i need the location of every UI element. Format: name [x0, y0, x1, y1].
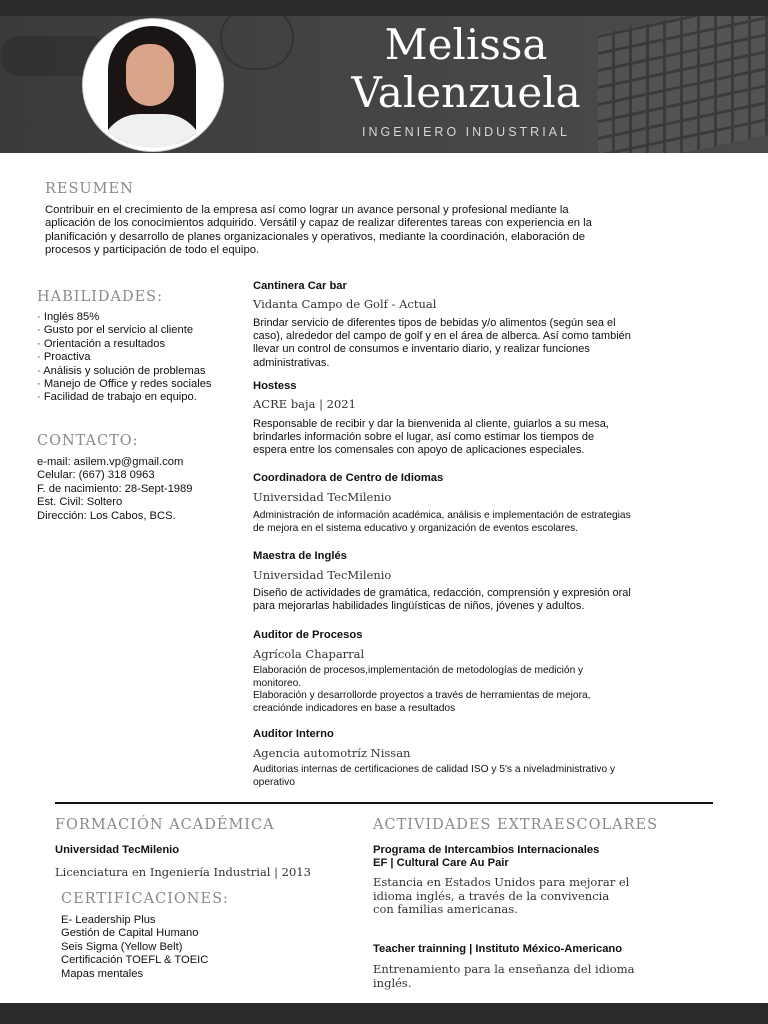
job-title: Auditor Interno: [253, 728, 334, 740]
activities-title: ACTIVIDADES EXTRAESCOLARES: [373, 817, 659, 833]
list-item: · Inglés 85%: [37, 311, 100, 323]
job-role: INGENIERO INDUSTRIAL: [362, 125, 570, 139]
top-bar: [0, 0, 768, 16]
job-description: Administración de información académica, análisis e implementación de estrategias de mejora en el sistema educativo y organización de eventos escolares.: [253, 510, 631, 534]
education-title: FORMACIÓN ACADÉMICA: [55, 817, 275, 833]
activity-heading: Programa de Intercambios Internacionales EF | Cultural Care Au Pair: [373, 844, 600, 869]
list-item: · Análisis y solución de problemas: [37, 364, 206, 377]
activity-description: Estancia en Estados Unidos para mejorar el idioma inglés, a través de la convivencia con familias americanas.: [373, 875, 630, 916]
education-school: Universidad TecMilenio: [55, 844, 180, 856]
first-name: Melissa: [384, 20, 548, 69]
skills-list: [37, 311, 242, 405]
job-place: Agrícola Chaparral: [253, 647, 365, 661]
email-text: e-mail: asilem.vp@gmail.com: [37, 456, 184, 468]
list-item: · Proactiva: [37, 351, 91, 364]
job-description: Elaboración de procesos,implementación de metodologías de medición y monitoreo. Elaboración y desarrollorde proyectos a través de herramientas de mejora, creaciónde indicadores en base a resultados: [253, 665, 591, 714]
list-item: · Gusto por el servicio al cliente: [37, 324, 194, 337]
list-item: · Facilidad de trabajo en equipo.: [37, 391, 197, 404]
job-title: Cantinera Car bar: [253, 280, 347, 292]
job-place: Universidad TecMilenio: [253, 490, 392, 504]
activity-heading: Teacher trainning | Instituto México-Americano: [373, 943, 623, 955]
bottom-bar: [0, 1003, 768, 1024]
skills-title: HABILIDADES:: [37, 289, 163, 305]
list-item: Certificación TOEFL & TOEIC: [61, 954, 209, 967]
civil-status-text: Est. Civil: Soltero: [37, 496, 123, 509]
birthdate-text: F. de nacimiento: 28-Sept-1989: [37, 482, 193, 495]
last-name: Valenzuela: [351, 68, 581, 117]
job-title: Maestra de Inglés: [253, 550, 347, 562]
list-item: · Orientación a resultados: [37, 337, 166, 350]
summary-title: RESUMEN: [45, 181, 134, 197]
summary-text: Contribuir en el crecimiento de la empresa así como lograr un avance personal y profesional mediante la aplicación de los conocimientos adquirido. Versátil y capaz de realizar diferentes tareas con experiencia en la planificación y desarrollo de planes organizacionales y operativos, mediante la coordinación, elaboración de procesos y participación de todo el equipo.: [45, 204, 592, 257]
list-item: Mapas mentales: [61, 967, 144, 980]
contact-list: [37, 456, 242, 523]
phone-text: Celular: (667) 318 0963: [37, 469, 155, 482]
education-degree: Licenciatura en Ingeniería Industrial | 2013: [55, 865, 311, 879]
list-item: Seis Sigma (Yellow Belt): [61, 940, 183, 953]
job-place: Universidad TecMilenio: [253, 568, 392, 582]
background-decoration: [220, 16, 294, 70]
list-item: E- Leadership Plus: [61, 914, 156, 926]
job-description: Diseño de actividades de gramática, redacción, comprensión y expresión oral para mejorarlas habilidades lingüísticas de niños, jóvenes y adultos.: [253, 587, 631, 613]
job-title: Auditor de Procesos: [253, 629, 363, 641]
profile-photo: [83, 19, 223, 151]
list-item: · Manejo de Office y redes sociales: [37, 378, 212, 391]
job-description: Responsable de recibir y dar la bienvenida al cliente, guiarlos a su mesa, brindarles información sobre el lugar, así como estimar los tiempos de espera entre los comensales con apoyo de aplicaciones especiales.: [253, 418, 609, 457]
certifications-title: CERTIFICACIONES:: [61, 891, 229, 907]
job-title: Coordinadora de Centro de Idiomas: [253, 472, 444, 484]
section-divider: [55, 802, 713, 804]
contact-title: CONTACTO:: [37, 433, 139, 449]
certifications-list: [61, 914, 321, 981]
job-description: Brindar servicio de diferentes tipos de bebidas y/o alimentos (según sea el caso), alrededor del campo de golf y en el área de alberca. Así como también llevar un control de consumos e inventario diario, y realizar funciones administrativas.: [253, 317, 631, 369]
job-place: Vidanta Campo de Golf - Actual: [253, 297, 437, 311]
job-place: Agencia automotríz Nissan: [253, 746, 411, 760]
activity-description: Entrenamiento para la enseñanza del idioma inglés.: [373, 962, 635, 990]
job-description: Auditorias internas de certificaciones de calidad ISO y 5's a niveladministrativo y operativo: [253, 764, 616, 788]
list-item: Gestión de Capital Humano: [61, 927, 199, 940]
job-title: Hostess: [253, 380, 297, 392]
address-text: Dirección: Los Cabos, BCS.: [37, 509, 176, 522]
job-place: ACRE baja | 2021: [253, 397, 356, 411]
